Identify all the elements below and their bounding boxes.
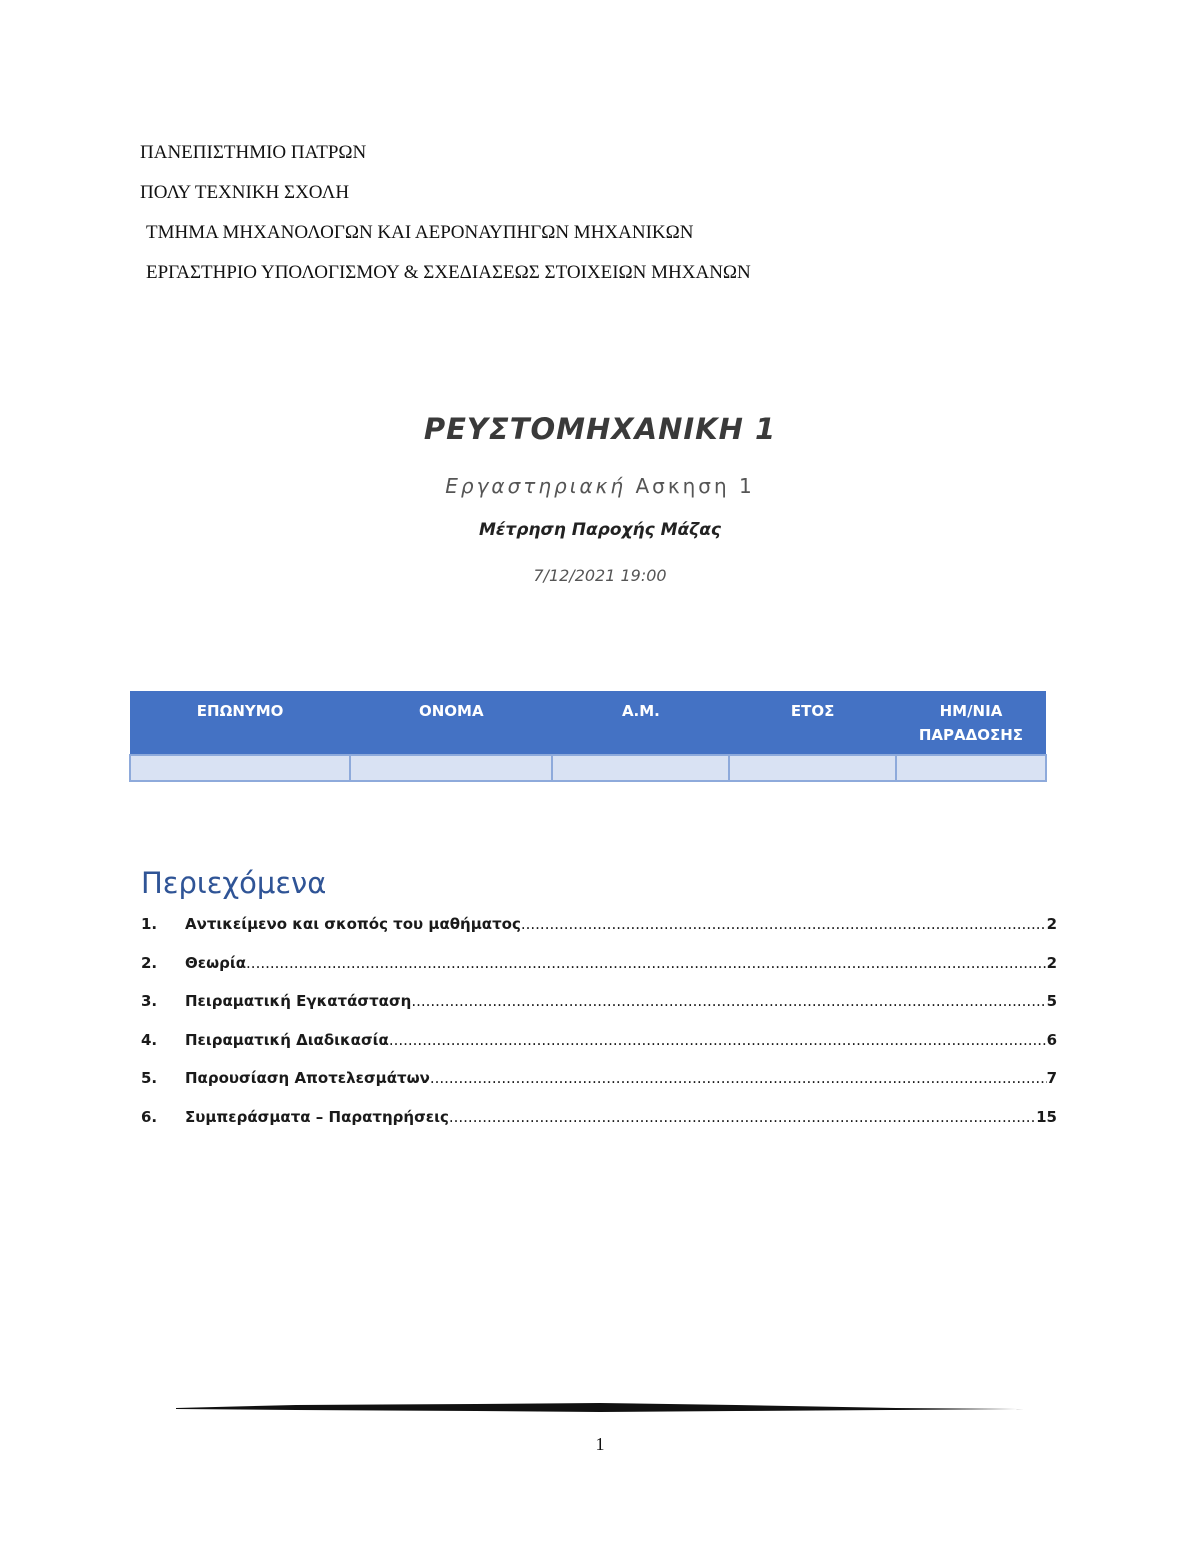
header-submission-date: ΗΜ/ΝΙΑ ΠΑΡΑΔΟΣΗΣ (896, 691, 1046, 755)
toc-entry-page: 15 (1036, 1107, 1057, 1126)
exercise-datetime: 7/12/2021 19:00 (533, 566, 667, 585)
course-title: ΡΕΥΣΤΟΜΗΧΑΝΙΚΗ 1 (423, 412, 777, 446)
student-info-table (129, 691, 1047, 782)
toc-entry-page: 2 (1046, 915, 1057, 933)
toc-entry-page: 2 (1046, 953, 1057, 972)
table-row (130, 755, 1046, 781)
toc-entry-title: Συμπεράσματα – Παρατηρήσεις (185, 1107, 449, 1126)
toc-entry-page: 6 (1046, 1030, 1057, 1049)
toc-leader-dots (389, 1026, 1047, 1054)
toc-entry-6[interactable] (141, 1103, 1057, 1142)
table-header-row (130, 691, 1046, 755)
cell-student-id[interactable] (552, 755, 729, 781)
university-name: ΠΑΝΕΠΙΣΤΗΜΙΟ ΠΑΤΡΩΝ (140, 142, 367, 163)
lab-name: ΕΡΓΑΣΤΗΡΙΟ ΥΠΟΛΟΓΙΣΜΟΥ & ΣΧΕΔΙΑΣΕΩΣ ΣΤΟΙΧΕΙΩΝ ΜΗΧΑΝΩΝ (146, 262, 751, 283)
cell-submission-date[interactable] (896, 755, 1046, 781)
cell-year[interactable] (729, 755, 895, 781)
toc-entry-page: 5 (1046, 992, 1057, 1010)
toc-entry-title: Πειραματική Εγκατάσταση (185, 992, 412, 1010)
school-name: ΠΟΛΥ ΤΕΧΝΙΚΗ ΣΧΟΛΗ (140, 182, 350, 203)
institution-header (140, 140, 751, 300)
toc-leader-dots (246, 949, 1047, 977)
toc-leader-dots (411, 987, 1046, 1015)
exercise-subtitle (0, 474, 1200, 498)
toc-entry-number: 6. (141, 1107, 158, 1126)
header-surname: ΕΠΩΝΥΜΟ (130, 691, 350, 755)
exercise-number: Ασκηση 1 (635, 474, 755, 498)
toc-entry-4[interactable] (141, 1026, 1057, 1065)
toc-entry-number: 2. (141, 953, 158, 972)
toc-leader-dots (430, 1064, 1047, 1092)
header-year: ΕΤΟΣ (729, 691, 895, 755)
toc-entry-number: 5. (141, 1069, 158, 1087)
table-of-contents (141, 910, 1057, 1141)
toc-leader-dots (449, 1103, 1036, 1131)
toc-leader-dots (521, 910, 1047, 938)
footer-divider (176, 1400, 1024, 1416)
toc-entry-1[interactable] (141, 910, 1057, 949)
toc-heading: Περιεχόμενα (141, 866, 327, 900)
toc-entry-number: 1. (141, 915, 158, 933)
header-name: ΟΝΟΜΑ (350, 691, 552, 755)
header-student-id: Α.Μ. (552, 691, 729, 755)
exercise-label: Εργαστηριακή (445, 474, 627, 498)
toc-entry-title: Θεωρία (185, 953, 247, 972)
toc-entry-5[interactable] (141, 1064, 1057, 1103)
toc-entry-title: Αντικείμενο και σκοπός του μαθήματος (185, 915, 521, 933)
cell-surname[interactable] (130, 755, 350, 781)
page-number: 1 (595, 1434, 605, 1454)
toc-entry-title: Πειραματική Διαδικασία (185, 1030, 389, 1049)
toc-entry-title: Παρουσίαση Αποτελεσμάτων (185, 1069, 430, 1087)
toc-entry-3[interactable] (141, 987, 1057, 1026)
department-name: ΤΜΗΜΑ ΜΗΧΑΝΟΛΟΓΩΝ ΚΑΙ ΑΕΡΟΝΑΥΠΗΓΩΝ ΜΗΧΑΝΙΚΩΝ (146, 222, 694, 243)
cell-name[interactable] (350, 755, 552, 781)
toc-entry-number: 4. (141, 1030, 158, 1049)
toc-entry-2[interactable] (141, 949, 1057, 988)
toc-entry-page: 7 (1046, 1069, 1057, 1087)
exercise-topic: Μέτρηση Παροχής Μάζας (479, 520, 721, 540)
toc-entry-number: 3. (141, 992, 158, 1010)
